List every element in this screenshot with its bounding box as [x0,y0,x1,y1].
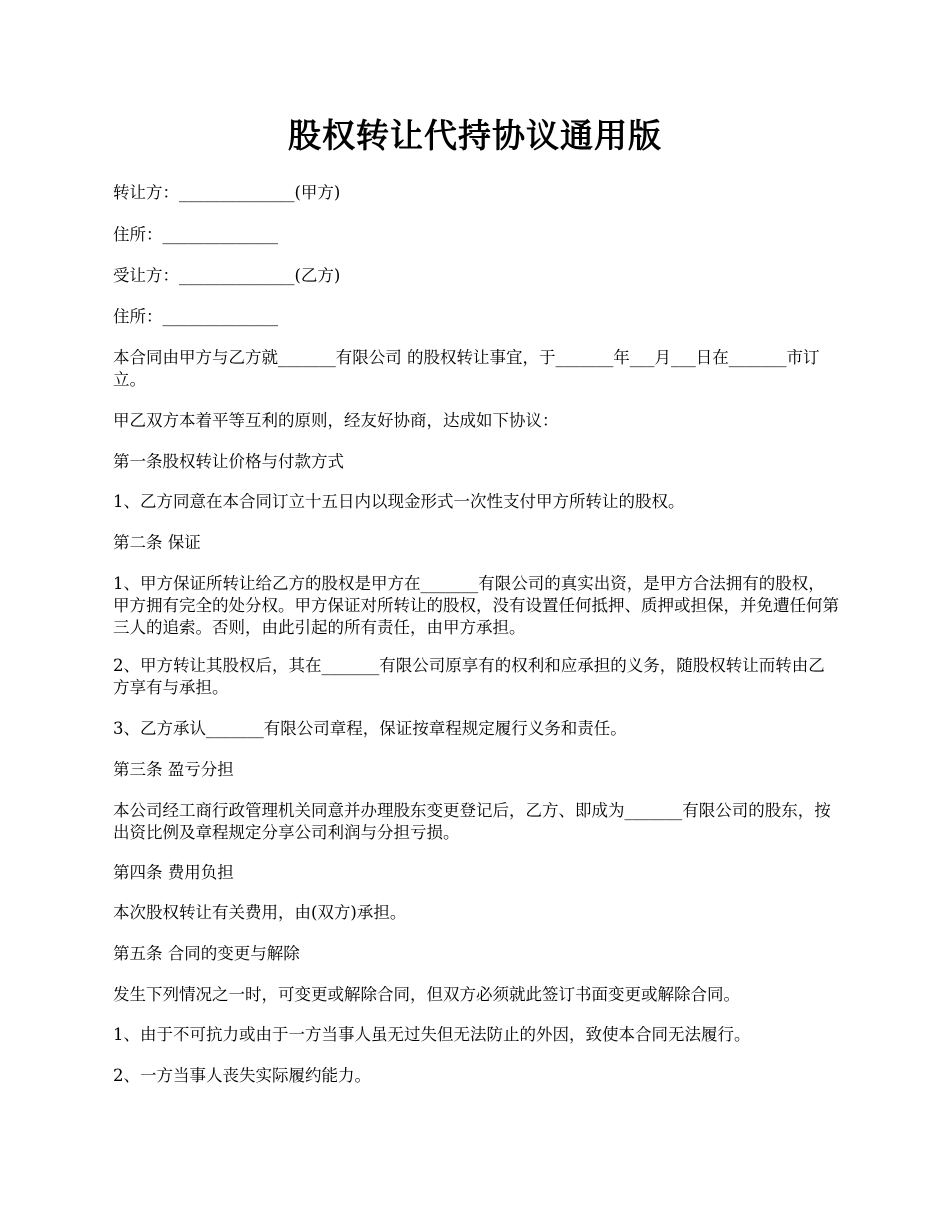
transferee-address-line: 住所：______________ [113,307,278,326]
article-3-body: 本公司经工商行政管理机关同意并办理股东变更登记后，乙方、即成为_______有限公司的股东，按出资比例及章程规定分享公司利润与分担亏损。 [113,801,831,842]
article-2-clause-1: 1、甲方保证所转让给乙方的股权是甲方在_______有限公司的真实出资，是甲方合法拥有的股权，甲方拥有完全的处分权。甲方保证对所转让的股权，没有设置任何抵押、质押或担保，并免遭任何第三人的追索。否则，由此引起的所有责任，由甲方承担。 [113,574,839,637]
article-3-heading: 第三条 盈亏分担 [113,760,234,779]
transferor-address-line: 住所：______________ [113,225,278,244]
article-1-clause-1: 1、乙方同意在本合同订立十五日内以现金形式一次性支付甲方所转让的股权。 [113,492,685,511]
intro-paragraph: 本合同由甲方与乙方就_______有限公司 的股权转让事宜，于_______年___月___日在_______市订立。 [113,348,820,389]
article-5-body: 发生下列情况之一时，可变更或解除合同，但双方必须就此签订书面变更或解除合同。 [113,985,740,1004]
transferee-line: 受让方：______________(乙方) [113,266,341,285]
article-4-heading: 第四条 费用负担 [113,863,234,882]
article-4-body: 本次股权转让有关费用，由(双方)承担。 [113,903,407,922]
article-2-clause-2: 2、甲方转让其股权后，其在_______有限公司原享有的权利和应承担的义务，随股权转让而转由乙方享有与承担。 [113,656,825,697]
principle-paragraph: 甲乙双方本着平等互利的原则，经友好协商，达成如下协议： [113,411,559,430]
article-2-heading: 第二条 保证 [113,533,201,552]
transferor-line: 转让方：______________(甲方) [113,183,341,202]
article-5-clause-2: 2、一方当事人丧失实际履约能力。 [113,1066,371,1085]
document-title: 股权转让代持协议通用版 [288,116,662,155]
article-1-heading: 第一条股权转让价格与付款方式 [113,452,344,471]
article-2-clause-3: 3、乙方承认_______有限公司章程，保证按章程规定履行义务和责任。 [113,719,627,738]
article-5-clause-1: 1、由于不可抗力或由于一方当事人虽无过失但无法防止的外因，致使本合同无法履行。 [113,1025,751,1044]
article-5-heading: 第五条 合同的变更与解除 [113,944,300,963]
